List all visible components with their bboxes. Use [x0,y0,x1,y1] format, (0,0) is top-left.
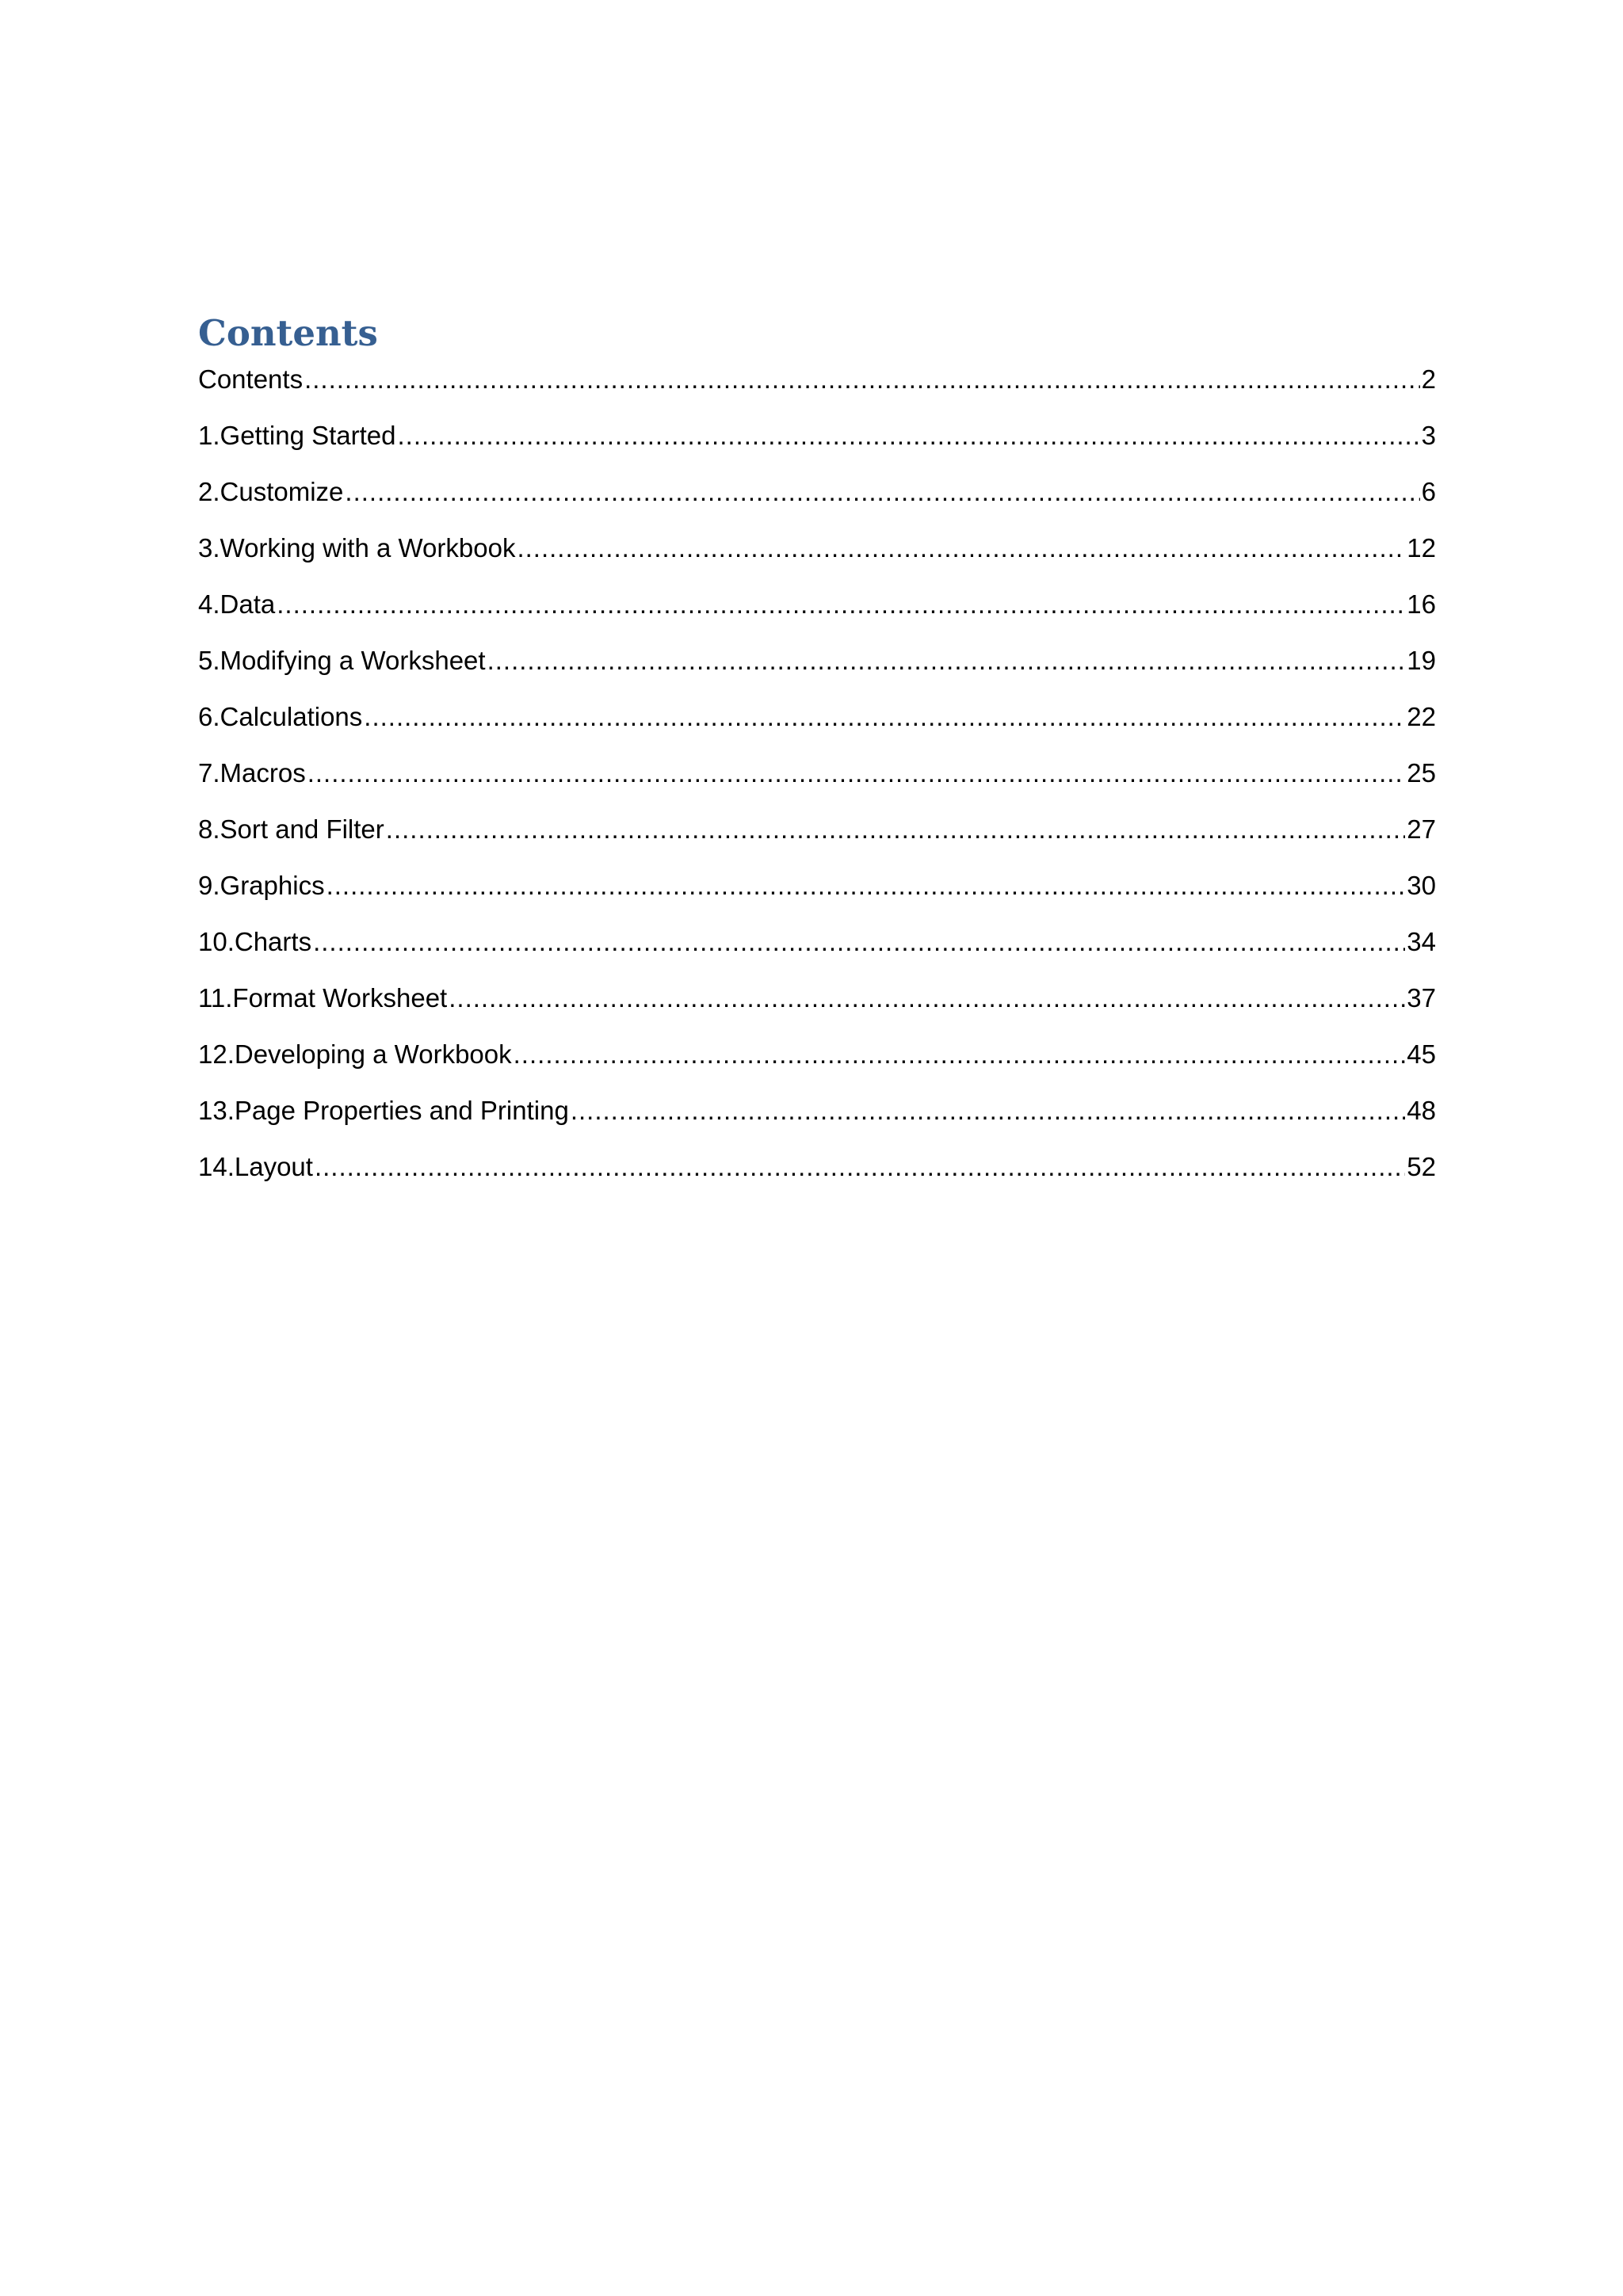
toc-dot-leader [313,922,1405,962]
toc-entry-page: 52 [1407,1152,1436,1181]
toc-dot-leader [487,641,1406,681]
toc-dot-leader [304,360,1420,399]
toc-entry-format-worksheet[interactable] [198,978,1436,1035]
toc-dot-leader [277,585,1405,624]
toc-dot-leader [517,528,1405,568]
toc-entry-label: 3.Working with a Workbook [198,533,516,563]
toc-entry-label: 13.Page Properties and Printing [198,1096,569,1125]
toc-entry-label: 7.Macros [198,758,306,788]
toc-entry-macros[interactable] [198,753,1436,810]
toc-entry-label: 8.Sort and Filter [198,814,384,844]
toc-entry-label: 12.Developing a Workbook [198,1039,512,1069]
toc-dot-leader [345,472,1419,512]
toc-dot-leader [449,978,1405,1018]
toc-entry-label: 2.Customize [198,477,344,506]
toc-entry-customize[interactable] [198,472,1436,528]
toc-entry-page: 16 [1407,589,1436,619]
toc-entry-label: 14.Layout [198,1152,313,1181]
toc-entry-page-properties-and-printing[interactable] [198,1091,1436,1147]
toc-entry-contents[interactable] [198,360,1436,416]
toc-entry-page: 48 [1407,1096,1436,1125]
toc-entry-page: 2 [1421,364,1436,394]
toc-entry-page: 45 [1407,1039,1436,1069]
toc-list [198,360,1436,1203]
toc-entry-developing-a-workbook[interactable] [198,1035,1436,1091]
toc-entry-label: 1.Getting Started [198,421,396,450]
toc-entry-page: 37 [1407,983,1436,1013]
toc-entry-label: Contents [198,364,304,394]
toc-dot-leader [364,697,1405,737]
toc-heading: Contents [198,312,378,354]
toc-entry-page: 6 [1421,477,1436,506]
toc-dot-leader [571,1091,1405,1131]
toc-entry-layout[interactable] [198,1147,1436,1203]
toc-entry-page: 3 [1421,421,1436,450]
toc-entry-label: 10.Charts [198,927,312,956]
toc-entry-page: 12 [1407,533,1436,563]
toc-entry-label: 11.Format Worksheet [198,983,448,1013]
toc-entry-label: 5.Modifying a Worksheet [198,646,486,675]
toc-dot-leader [514,1035,1406,1074]
toc-entry-charts[interactable] [198,922,1436,978]
toc-entry-sort-and-filter[interactable] [198,810,1436,866]
toc-entry-page: 25 [1407,758,1436,788]
toc-entry-page: 22 [1407,702,1436,731]
toc-entry-data[interactable] [198,585,1436,641]
toc-dot-leader [307,753,1406,793]
toc-dot-leader [327,866,1406,906]
toc-entry-label: 6.Calculations [198,702,363,731]
toc-dot-leader [315,1147,1405,1187]
table-of-contents [198,309,1436,1203]
toc-entry-graphics[interactable] [198,866,1436,922]
toc-entry-label: 9.Graphics [198,871,325,900]
toc-entry-page: 27 [1407,814,1436,844]
toc-dot-leader [397,416,1419,456]
toc-dot-leader [386,810,1406,849]
toc-entry-page: 34 [1407,927,1436,956]
toc-entry-label: 4.Data [198,589,276,619]
toc-entry-modifying-a-worksheet[interactable] [198,641,1436,697]
toc-entry-page: 19 [1407,646,1436,675]
toc-entry-getting-started[interactable] [198,416,1436,472]
toc-entry-page: 30 [1407,871,1436,900]
toc-entry-working-with-a-workbook[interactable] [198,528,1436,585]
toc-entry-calculations[interactable] [198,697,1436,753]
